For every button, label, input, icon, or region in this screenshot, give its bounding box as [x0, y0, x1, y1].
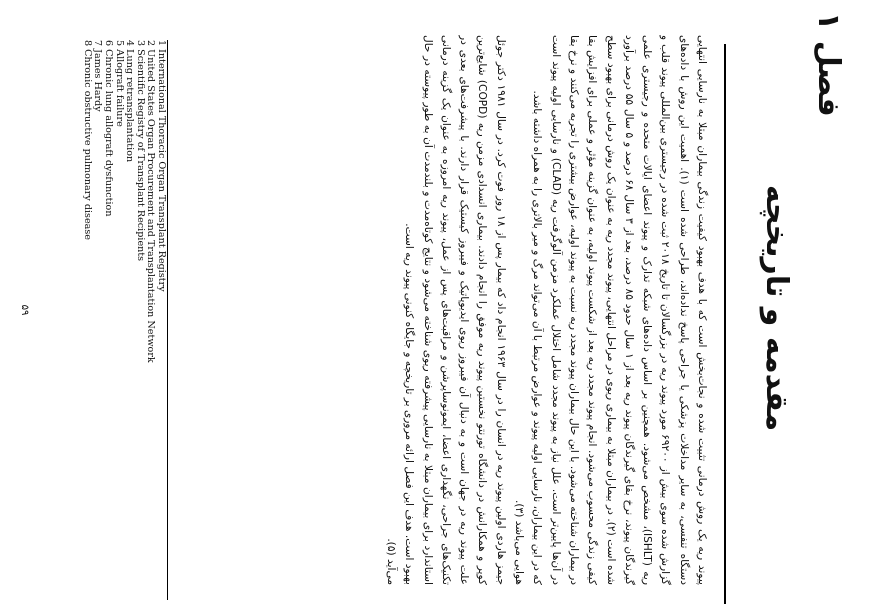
body-text	[271, 35, 711, 585]
chapter-title: مقدمه و تاریخچه	[759, 184, 794, 432]
paragraph-2-end: می‌آید (۵).	[384, 538, 397, 585]
page-number: ۵۹	[19, 304, 30, 316]
footnote-3: 3 Scientific Registry of Transplant Recipients	[134, 40, 146, 262]
footnote-6: 6 Chronic lung allograft dysfunction	[103, 40, 115, 217]
paragraph-2: جیمز هاردی اولین پیوند ریه در انسان را در سال ۱۹۶۳ انجام داد که بیمار پس از ۱۸ روز فوت کرد. در سال ۱۹۸۱ دکتر جوئل کوپر و همکارانش در دانشگاه تورنتو نخستین پیوند ریه موفق را انجام دادند. بیماری انسدادی مزمن ریه (COPD) شایع‌ترین علت پیوند ریه در جهان است و به دنبال آن فیبروز ریوی ایدیوپاتیک و فیبروز کیستیک قرار دارند. با پیشرفت‌های بعدی در تکنیک‌های جراحی، نگهداری اعضا، ایمونوساپرشن و مراقبت‌های پس از عمل، پیوند ریه امروزه به عنوان یک گزینه درمانی استاندارد برای بیماران مبتلا به نارسایی پیشرفته ریوی شناخته می‌شود و نتایج کوتاه‌مدت و بلندمدت آن به طور پیوسته در حال بهبود است. هدف این فصل ارائه مروری بر تاریخچه و جایگاه کنونی پیوند ریه است.	[403, 35, 507, 585]
footnote-5: 5 Allograft failure	[113, 40, 125, 127]
footnotes	[81, 40, 166, 600]
footnote-1: 1 International Thoracic Organ Transplant Registry	[156, 40, 167, 292]
footnote-8: 8 Chronic obstructive pulmonary disease	[81, 40, 93, 240]
footnote-2: 2 United States Organ Procurement and Transplantation Network	[145, 40, 157, 363]
paragraph-1-end: هوایی می‌باشد (۳).	[513, 500, 526, 585]
title-rule	[724, 44, 726, 604]
paragraph-1: پیوند ریه یک روش درمانی تثبیت شده و نجات‌بخش است که با هدف بهبود کیفیت زندگی بیماران مبتلا به نارسایی انتهایی دستگاه تنفسی، به سایر مداخلات پزشکی یا جراحی پاسخ نداده‌اند، طراحی شده است (۱). اهمیت این روش با داده‌های گزارش شده سوی بیش از ۶۹۲۰۰ مورد پیوند ریه در بزرگسالان تا تاریخ ۲۰۱۸ ثبت شده در رجیستری بین‌المللی پیوند قلب و ریه (ISHLT)، مشخص می‌شود. همچنین بر اساس داده‌های شبکه تدارک و پیوند اعضای ایالات متحده و رجیستری علمی گیرندگان پیوند، نرخ بقای گیرندگان پیوند ریه بعد از ۱ سال حدود ۸۵ درصد، بعد از ۳ سال ۶۸ درصد و ۵ سال ۵۵ درصد برآورد شده است (۲). در بیماران مبتلا به بیماری ریوی در مراحل انتهایی، پیوند مجدد ریه به عنوان یک روش درمانی برای بهبود سطح کیفی زندگی محسوب می‌شود. انجام پیوند مجدد ریه بعد از شکست پیوند اولیه، به عنوان گزینه مؤثر و عملی برای افزایش بقا در بیماران شناخته می‌شود. با این حال بیماران پیوند مجدد ریه نسبت به پیوند اولیه، عوارض بیشتری را تجربه می‌کنند و نرخ بقا در آن‌ها پایین‌تر است. علل نیاز به پیوند مجدد شامل اختلال عملکرد مزمن آلوگرفت ریه (CLAD) و نارسایی اولیه پیوند است که در این بیماران، نارسایی اولیه پیوند و عوارض مرتبط با آن می‌تواند مرگ و میر بالاتری را به همراه داشته باشد.	[531, 35, 708, 585]
footnote-7: 7 James Hardy	[92, 40, 104, 112]
footnote-4: 4 Lung retransplantation	[124, 40, 136, 163]
chapter-label: فصل ۱	[811, 12, 846, 117]
